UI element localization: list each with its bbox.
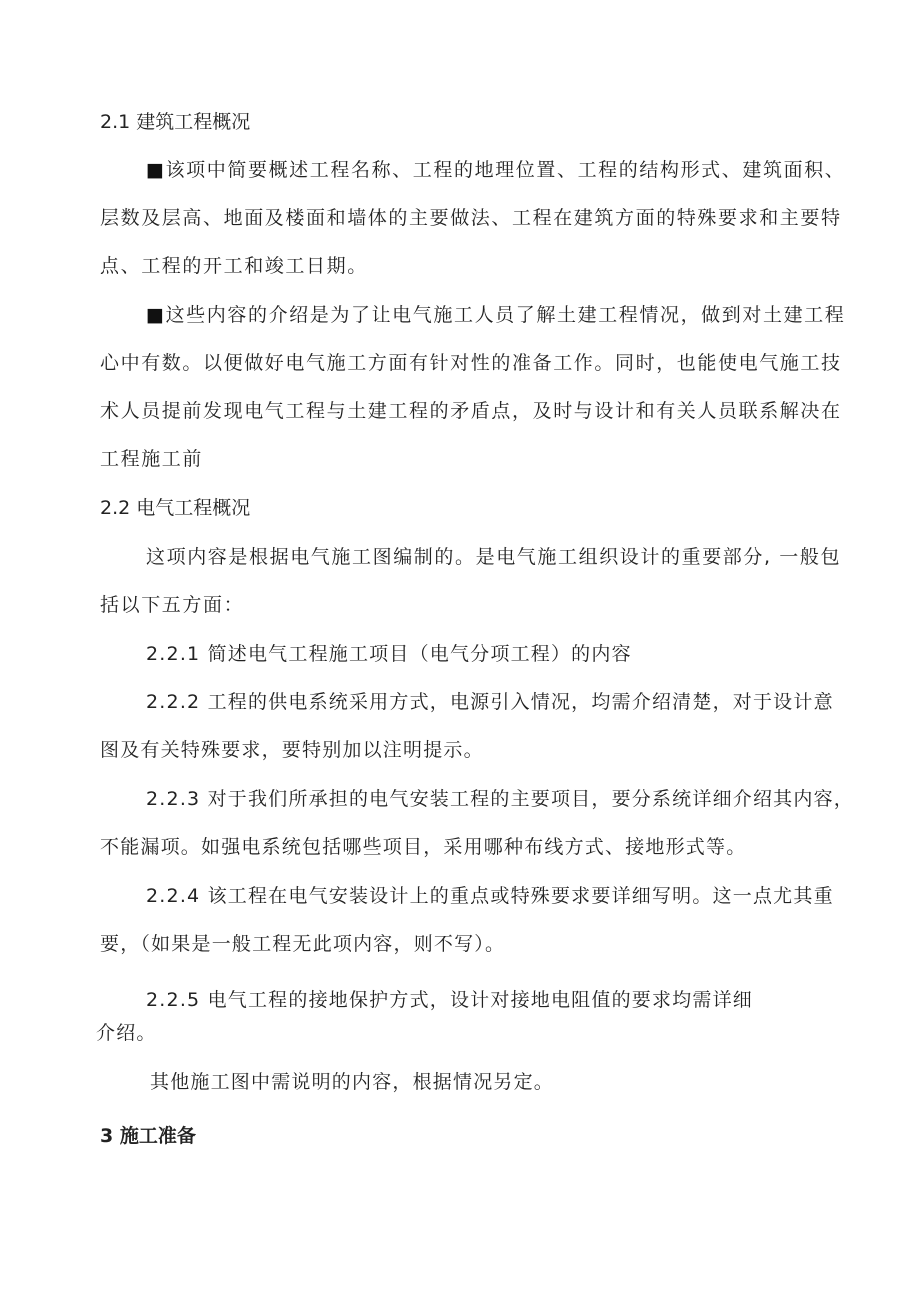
bullet-square-icon: ■ <box>146 304 166 326</box>
item-2-2-1-line-1: 2.2.1 简述电气工程施工项目（电气分项工程）的内容 <box>146 643 632 665</box>
section-2-1-heading: 2.1 建筑工程概况 <box>100 111 251 133</box>
section-2-2-heading: 2.2 电气工程概况 <box>100 497 251 519</box>
section-2-1-p2-line-2: 心中有数。以便做好电气施工方面有针对性的准备工作。同时，也能使电气施工技 <box>100 352 842 374</box>
item-2-2-4-line-2: 要，（如果是一般工程无此项内容，则不写）。 <box>100 933 506 955</box>
item-2-2-2-line-1: 2.2.2 工程的供电系统采用方式，电源引入情况，均需介绍清楚，对于设计意 <box>146 691 834 713</box>
section-2-1-p1-line-3: 点、工程的开工和竣工日期。 <box>100 255 368 277</box>
section-2-1-p2-line-1: ■这些内容的介绍是为了让电气施工人员了解土建工程情况，做到对土建工程 <box>146 304 846 326</box>
section-2-1-p2-line-4: 工程施工前 <box>100 448 204 470</box>
item-2-2-2-line-2: 图及有关特殊要求，要特别加以注明提示。 <box>100 739 484 761</box>
section-2-1-p1-line-1: ■该项中简要概述工程名称、工程的地理位置、工程的结构形式、建筑面积、 <box>146 159 846 181</box>
item-2-2-4-line-1: 2.2.4 该工程在电气安装设计上的重点或特殊要求要详细写明。这一点尤其重 <box>146 885 834 907</box>
section-3-heading: 3 施工准备 <box>100 1125 196 1147</box>
section-2-1-p1-line-2: 层数及层高、地面及楼面和墙体的主要做法、工程在建筑方面的特殊要求和主要特 <box>100 207 842 229</box>
bullet-square-icon: ■ <box>146 159 166 181</box>
section-2-2-closing: 其他施工图中需说明的内容，根据情况另定。 <box>150 1071 555 1093</box>
item-2-2-5-line-2: 介绍。 <box>96 1022 157 1044</box>
item-2-2-3-line-1: 2.2.3 对于我们所承担的电气安装工程的主要项目，要分系统详细介绍其内容， <box>146 788 854 810</box>
item-2-2-3-line-2: 不能漏项。如强电系统包括哪些项目，采用哪种布线方式、接地形式等。 <box>100 836 747 858</box>
section-2-2-intro-line-1: 这项内容是根据电气施工图编制的。是电气施工组织设计的重要部分, 一般包 <box>146 546 842 568</box>
item-2-2-5-line-1: 2.2.5 电气工程的接地保护方式，设计对接地电阻值的要求均需详细 <box>146 989 753 1011</box>
section-2-1-p2-line-3: 术人员提前发现电气工程与土建工程的矛盾点，及时与设计和有关人员联系解决在 <box>100 400 842 422</box>
section-2-2-intro-line-2: 括以下五方面： <box>100 594 245 616</box>
